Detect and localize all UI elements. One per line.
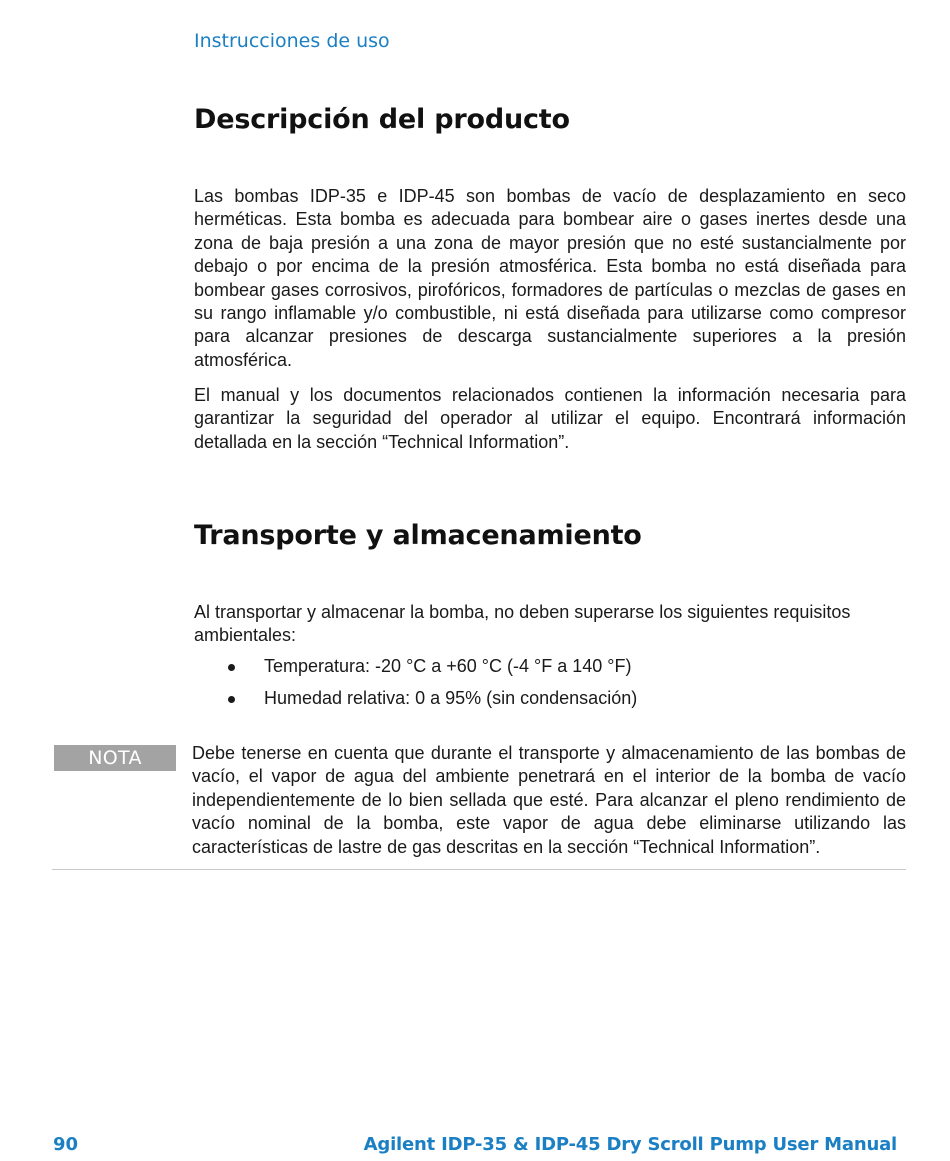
note-divider bbox=[52, 869, 906, 870]
list-item bbox=[194, 687, 906, 710]
requirement-humidity: Humedad relativa: 0 a 95% (sin condensación) bbox=[264, 688, 638, 708]
note-badge: NOTA bbox=[54, 745, 176, 771]
transport-intro-paragraph: Al transportar y almacenar la bomba, no deben superarse los siguientes requisitos ambientales: bbox=[194, 602, 851, 646]
bullet-icon bbox=[228, 696, 235, 703]
product-description-paragraph: Las bombas IDP-35 e IDP-45 son bombas de vacío de desplazamiento en seco herméticas. Esta bomba es adecuada para bombear aire o gases inertes desde una zona de baja presión a una zona de mayor presión que no esté sustancialmente por debajo o por encima de la presión atmosférica. Esta bomba no está diseñada para bombear gases corrosivos, pirofóricos, formadores de partículas o mezclas de gases en su rango inflamable y/o combustible, ni está diseñada para utilizarse como compresor para alcanzar presiones de descarga sustancialmente superiores a la presión atmosférica. bbox=[194, 186, 906, 370]
running-header: Instrucciones de uso bbox=[194, 30, 390, 52]
environmental-requirements-list bbox=[194, 655, 906, 719]
note-text: Debe tenerse en cuenta que durante el transporte y almacenamiento de las bombas de vacío, el vapor de agua del ambiente penetrará en el interior de la bomba de vacío independientemente de lo bien sellada que esté. Para alcanzar el pleno rendimiento de vacío nominal de la bomba, este vapor de agua debe eliminarse utilizando las características de lastre de gas descritas en la sección “Technical Information”. bbox=[192, 743, 906, 857]
page-number: 90 bbox=[53, 1134, 79, 1155]
transport-storage-heading: Transporte y almacenamiento bbox=[194, 520, 642, 551]
product-description-heading: Descripción del producto bbox=[194, 104, 570, 135]
requirement-temperature: Temperatura: -20 °C a +60 °C (-4 °F a 140 °F) bbox=[264, 656, 632, 676]
list-item bbox=[194, 655, 906, 678]
manual-title: Agilent IDP-35 & IDP-45 Dry Scroll Pump User Manual bbox=[363, 1134, 897, 1155]
bullet-icon bbox=[228, 664, 235, 671]
manual-info-paragraph: El manual y los documentos relacionados contienen la información necesaria para garantizar la seguridad del operador al utilizar el equipo. Encontrará información detallada en la sección “Technical Information”. bbox=[194, 385, 906, 452]
